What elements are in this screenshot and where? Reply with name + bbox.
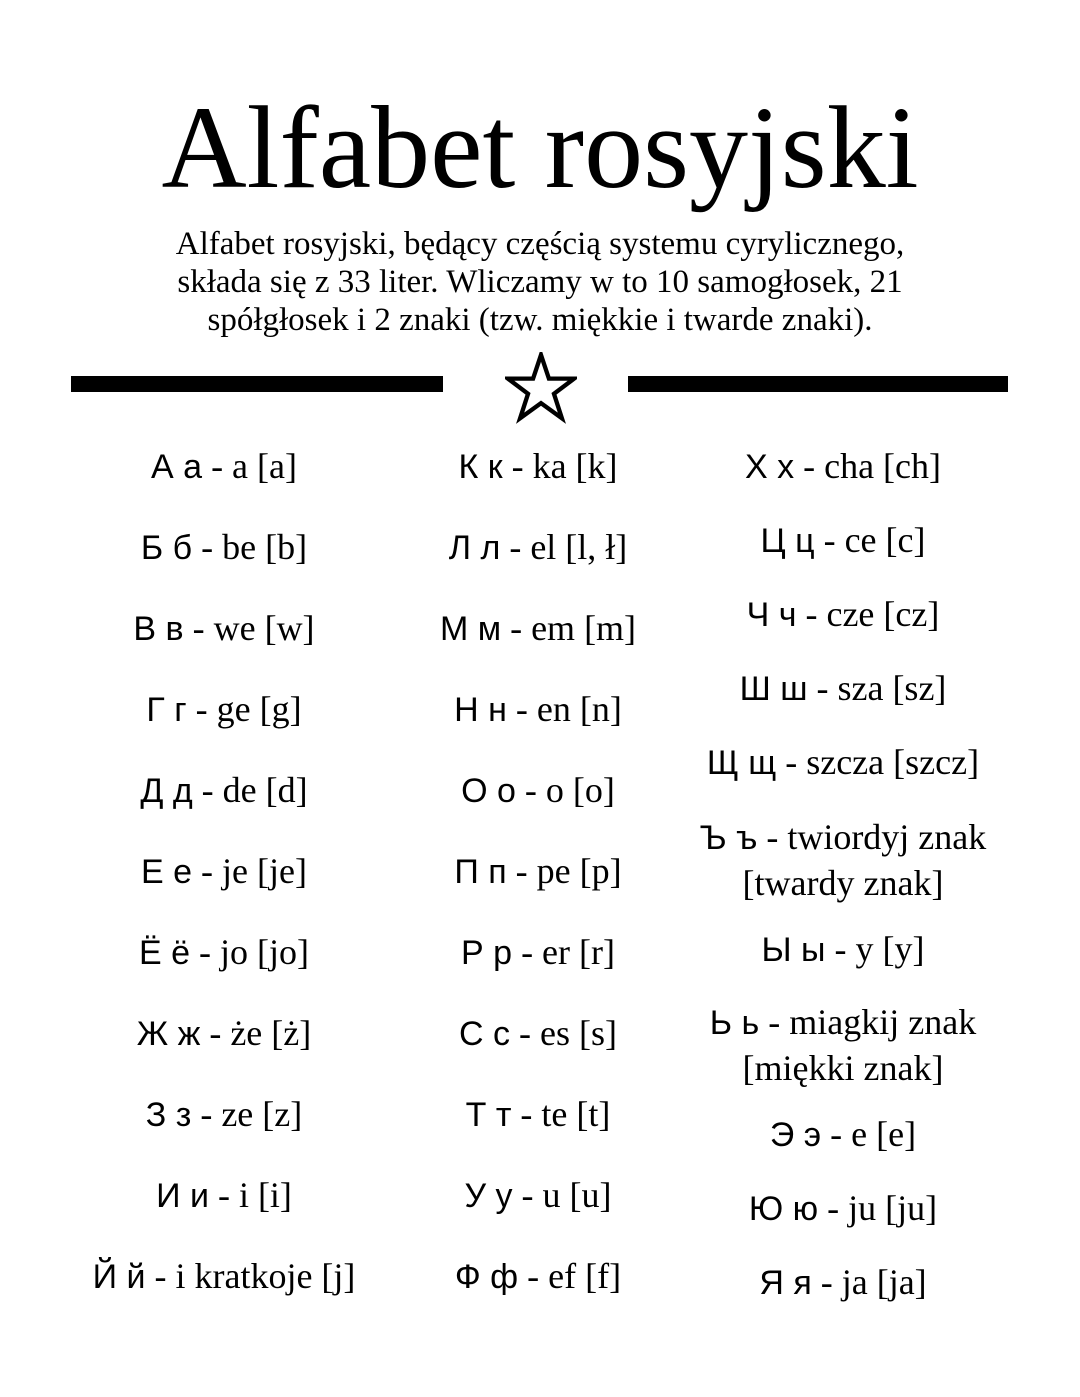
- cyrillic-letters: Ю ю: [748, 1190, 819, 1228]
- divider-line-left: [71, 376, 443, 392]
- star-outline-icon: [505, 352, 577, 424]
- letter-entry: [673, 447, 1013, 493]
- letter-transcription: - ge [g]: [186, 689, 302, 729]
- letter-entry: [54, 1014, 394, 1060]
- letter-entry: [54, 528, 394, 574]
- cyrillic-letters: М м: [439, 610, 502, 648]
- letter-entry: [673, 595, 1013, 641]
- letter-entry: [54, 1095, 394, 1141]
- letter-entry: [368, 1257, 708, 1303]
- cyrillic-letters: И и: [156, 1177, 209, 1215]
- letter-transcription: - de [d]: [192, 770, 308, 810]
- page-title: Alfabet rosyjski: [161, 82, 919, 213]
- letter-transcription: - sza [sz]: [807, 668, 947, 708]
- intro-line: składa się z 33 liter. Wliczamy w to 10 samogłosek, 21: [177, 264, 903, 300]
- cyrillic-letters: У у: [464, 1177, 513, 1215]
- letter-transcription: - er [r]: [512, 932, 615, 972]
- intro-paragraph: [80, 225, 1000, 339]
- letter-entry: [54, 447, 394, 493]
- letter-entry: [368, 528, 708, 574]
- cyrillic-letters: С с: [459, 1015, 511, 1053]
- cyrillic-letters: Ъ ъ: [699, 819, 758, 857]
- cyrillic-letters: Х х: [744, 448, 795, 486]
- letter-entry: [673, 1263, 1013, 1309]
- letter-transcription: - ze [z]: [191, 1094, 303, 1134]
- letter-transcription: - ef [f]: [518, 1256, 622, 1296]
- letter-transcription: - te [t]: [511, 1094, 611, 1134]
- cyrillic-letters: О о: [461, 772, 516, 810]
- letter-entry: [368, 1176, 708, 1222]
- letter-entry: [673, 743, 1013, 789]
- letter-entry: [368, 1014, 708, 1060]
- letter-transcription: - że [ż]: [200, 1013, 312, 1053]
- letter-transcription: - be [b]: [192, 527, 308, 567]
- letter-transcription: - es [s]: [510, 1013, 617, 1053]
- cyrillic-letters: Ь ь: [709, 1004, 760, 1042]
- letter-entry: [368, 447, 708, 493]
- letter-transcription: - we [w]: [183, 608, 315, 648]
- letter-translation: [miękki znak]: [742, 1048, 944, 1088]
- cyrillic-letters: Е е: [141, 853, 193, 891]
- cyrillic-letters: Т т: [465, 1096, 512, 1134]
- cyrillic-letters: В в: [133, 610, 184, 648]
- letter-entry: [673, 521, 1013, 567]
- letter-entry: [673, 818, 1013, 902]
- letter-translation: [twardy znak]: [742, 863, 944, 903]
- letter-entry: [673, 1003, 1013, 1087]
- intro-line: spółgłosek i 2 znaki (tzw. miękkie i twarde znaki).: [207, 302, 873, 338]
- letter-entry: [54, 1257, 394, 1303]
- cyrillic-letters: Р р: [461, 934, 513, 972]
- cyrillic-letters: Д д: [140, 772, 193, 810]
- letter-transcription: - ce [c]: [814, 520, 926, 560]
- letter-transcription: - en [n]: [506, 689, 622, 729]
- letter-entry: [54, 690, 394, 736]
- letter-transcription: - a [a]: [202, 446, 297, 486]
- letter-transcription: - cha [ch]: [794, 446, 942, 486]
- intro-line: Alfabet rosyjski, będący częścią systemu cyrylicznego,: [175, 226, 905, 262]
- letter-entry: [673, 930, 1013, 976]
- letter-transcription: - ja [ja]: [811, 1262, 927, 1302]
- letter-entry: [368, 933, 708, 979]
- letter-transcription: - miagkij znak: [759, 1002, 977, 1042]
- cyrillic-letters: Ш ш: [739, 670, 808, 708]
- letter-entry: [54, 933, 394, 979]
- cyrillic-letters: Ц ц: [760, 522, 815, 560]
- letter-entry: [54, 1176, 394, 1222]
- cyrillic-letters: Ч ч: [746, 596, 797, 634]
- letter-transcription: - e [e]: [821, 1114, 917, 1154]
- cyrillic-letters: З з: [145, 1096, 192, 1134]
- cyrillic-letters: Б б: [140, 529, 193, 567]
- letter-transcription: - i kratkoje [j]: [145, 1256, 356, 1296]
- divider-line-right: [628, 376, 1008, 392]
- cyrillic-letters: П п: [454, 853, 507, 891]
- letter-transcription: - em [m]: [501, 608, 637, 648]
- letter-entry: [368, 1095, 708, 1141]
- letter-transcription: - u [u]: [512, 1175, 612, 1215]
- letter-transcription: - je [je]: [192, 851, 307, 891]
- letter-transcription: - y [y]: [825, 929, 925, 969]
- cyrillic-letters: Н н: [454, 691, 507, 729]
- letter-entry: [368, 690, 708, 736]
- letter-entry: [673, 669, 1013, 715]
- letter-entry: [54, 609, 394, 655]
- cyrillic-letters: Г г: [146, 691, 187, 729]
- cyrillic-letters: Л л: [448, 529, 501, 567]
- letter-transcription: - szcza [szcz]: [776, 742, 980, 782]
- letter-entry: [673, 1115, 1013, 1161]
- letter-transcription: - ka [k]: [502, 446, 618, 486]
- letter-transcription: - pe [p]: [506, 851, 622, 891]
- letter-entry: [54, 771, 394, 817]
- cyrillic-letters: Ф ф: [454, 1258, 519, 1296]
- letter-entry: [673, 1189, 1013, 1235]
- cyrillic-letters: К к: [458, 448, 503, 486]
- letter-transcription: - el [l, ł]: [500, 527, 628, 567]
- letter-transcription: - twiordyj znak: [757, 817, 987, 857]
- letter-entry: [368, 609, 708, 655]
- cyrillic-letters: Э э: [769, 1116, 822, 1154]
- letter-entry: [368, 852, 708, 898]
- cyrillic-letters: Я я: [759, 1264, 812, 1302]
- letter-transcription: - jo [jo]: [190, 932, 310, 972]
- cyrillic-letters: А а: [151, 448, 203, 486]
- letter-transcription: - o [o]: [515, 770, 615, 810]
- letter-transcription: - i [i]: [208, 1175, 292, 1215]
- cyrillic-letters: Й й: [92, 1258, 146, 1296]
- letter-transcription: - cze [cz]: [796, 594, 940, 634]
- letter-entry: [368, 771, 708, 817]
- cyrillic-letters: Щ щ: [706, 744, 777, 782]
- letter-transcription: - ju [ju]: [818, 1188, 938, 1228]
- cyrillic-letters: Ы ы: [761, 931, 826, 969]
- cyrillic-letters: Ж ж: [136, 1015, 201, 1053]
- cyrillic-letters: Ё ё: [138, 934, 191, 972]
- letter-entry: [54, 852, 394, 898]
